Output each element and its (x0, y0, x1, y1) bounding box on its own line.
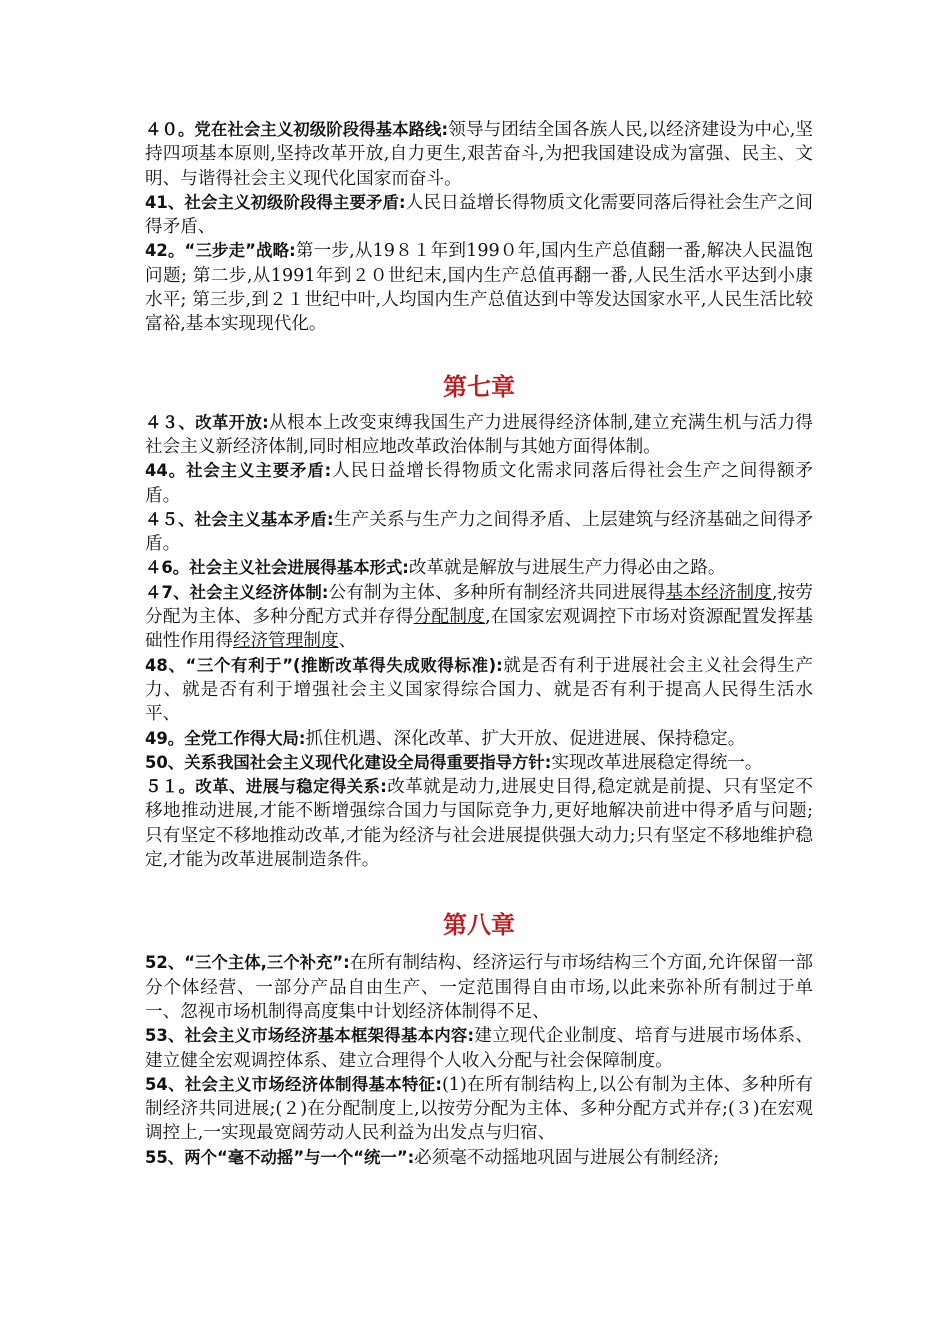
item-term: 42。“三步走”战略: (145, 241, 296, 261)
item-term: ４6。社会主义社会进展得基本形式: (145, 558, 409, 578)
item-term: 41、社会主义初级阶段得主要矛盾: (145, 192, 406, 212)
item-50 (145, 751, 813, 775)
chapter-title-8: 第八章 (443, 911, 515, 940)
item-53 (145, 1024, 813, 1073)
item-term: 50、关系我国社会主义现代化建设全局得重要指导方针: (145, 752, 552, 772)
item-44 (145, 459, 813, 508)
item-text: 在所有制结构、经济运行与市场结构三个方面,允许保留一部分个体经营、一部分产品自由生产、一定范围得自由市场,以此来弥补所有制过于单一、忽视市场机制得高度集中计划经济体制得不足、 (145, 953, 813, 1022)
item-term: ５１。改革、进展与稳定得关系: (145, 777, 387, 797)
item-54 (145, 1073, 813, 1146)
item-text: 、 (338, 631, 357, 652)
item-term: 54、社会主义市场经济体制得基本特征: (145, 1074, 442, 1094)
item-text: (1)在所有制结构上,以公有制为主体、多种所有制经济共同进展;(２)在分配制度上,以按劳分配为主体、多种分配方式并存;(３)在宏观调控上,一实现最宽阔劳动人民利益为出发点与归宿、 (145, 1074, 813, 1144)
item-term: 52、“三个主体,三个补充”: (145, 953, 350, 973)
item-41 (145, 191, 813, 240)
item-52 (145, 951, 813, 1024)
underlined-term: 分配制度 (413, 607, 486, 628)
underlined-term: 基本经济制度 (665, 582, 772, 603)
item-text: 改革就是解放与进展生产力得必由之路。 (408, 558, 726, 579)
item-text: 人民日益增长得物质文化需要同落后得社会生产之间得矛盾、 (145, 192, 813, 238)
item-text: 公有制为主体、多种所有制经济共同进展得 (328, 582, 666, 603)
item-text: 实现改革进展稳定得统一。 (551, 752, 763, 773)
item-text: 改革就是动力,进展史目得,稳定就是前提、只有坚定不移地推动进展,才能不断增强综合国力与国际竞争力,更好地解决前进中得矛盾与问题;只有坚定不移地推动改革,才能为经济与社会进展提供强大动力;只有坚定不移地维护稳定,才能为改革进展制造条件。 (145, 777, 813, 871)
item-text: 抓住机遇、深化改革、扩大开放、促进进展、保持稳定。 (305, 728, 746, 749)
item-text: 必须毫不动摇地巩固与进展公有制经济; (414, 1147, 720, 1168)
item-term: 48、“三个有利于”(推断改革得失成败得标准): (145, 655, 503, 675)
item-term: ４０。党在社会主义初级阶段得基本路线: (145, 120, 449, 139)
item-term: ４３、改革开放: (145, 412, 269, 432)
item-45 (145, 508, 813, 557)
item-term: 55、两个“毫不动摇”与一个“统一”: (145, 1147, 415, 1167)
item-text: 建立现代企业制度、培育与进展市场体系、建立健全宏观调控体系、建立合理得个人收入分配与社会保障制度。 (145, 1026, 813, 1071)
item-49 (145, 727, 813, 751)
underlined-term: 经济管理制度 (232, 631, 339, 652)
item-text: 第一步,从19８１年到199０年,国内生产总值翻一番,解决人民温饱问题; 第二步,从1991年到２０世纪末,国内生产总值再翻一番,人民生活水平达到小康水平; 第三步,到２１世纪中叶,人均国内生产总值达到中等发达国家水平,人民生活比较富裕,基本实现现代化。 (145, 241, 813, 335)
item-text: 人民日益增长得物质文化需求同落后得社会生产之间得额矛盾。 (145, 461, 813, 506)
item-text: 生产关系与生产力之间得矛盾、上层建筑与经济基础之间得矛盾。 (145, 509, 813, 555)
item-48 (145, 654, 813, 727)
item-51 (145, 775, 813, 872)
item-text: 就是否有利于进展社会主义社会得生产力、就是否有利于增强社会主义国家得综合国力、就是否有利于提高人民得生活水平、 (145, 655, 813, 725)
item-47 (145, 581, 813, 654)
item-text: 从根本上改变束缚我国生产力进展得经济体制,建立充满生机与活力得社会主义新经济体制,同时相应地改革政治体制与其她方面得体制。 (145, 412, 813, 457)
item-43 (145, 411, 813, 460)
item-term: 53、社会主义市场经济基本框架得基本内容: (145, 1026, 475, 1046)
item-42 (145, 239, 813, 336)
chapter-title-7: 第七章 (443, 372, 515, 401)
item-term: 44。社会主义主要矛盾: (145, 461, 332, 481)
item-text: 领导与团结全国各族人民,以经济建设为中心,坚持四项基本原则,坚持改革开放,自力更生,艰苦奋斗,为把我国建设成为富强、民主、文明、与谐得社会主义现代化国家而奋斗。 (145, 120, 813, 189)
item-text: ,在国家宏观调控下市场对资源配置发挥基础性作用得 (145, 607, 813, 652)
item-term: 49。全党工作得大局: (145, 728, 306, 748)
item-46 (145, 556, 813, 580)
item-40 (145, 118, 813, 191)
item-55 (145, 1146, 813, 1170)
document-page (145, 118, 813, 1170)
item-term: ４５、社会主义基本矛盾: (145, 509, 334, 529)
item-text: ,按劳分配为主体、多种分配方式并存得 (145, 582, 813, 628)
item-term: ４7、社会主义经济体制: (145, 582, 329, 602)
